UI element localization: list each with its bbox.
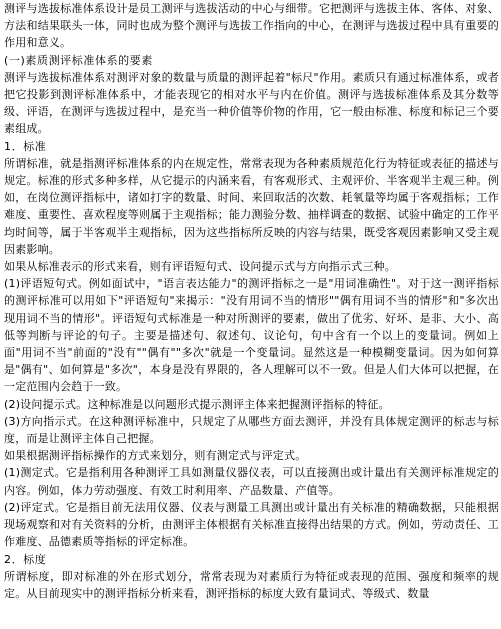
item-evaluation-mode: (2)评定式。它是指目前无法用仪器、仪表与测量工具测出或计量出有关标准的精确数据，只能根据现场观察和对有关资料的分析，由测评主体根据有关标准直接得出结果的方式。例如，劳动责任、工作难度、品德素质等指标的评定标准。 [4, 500, 499, 549]
intro-paragraph: 测评与选拔标准体系设计是员工测评与选拔活动的中心与细带。它把测评与选拔主体、客体、对象、方法和结果联头一体，同时也成为整个测评与选拔工作指向的中心，在测评与选拔过程中具有重要的作用和意义。 [4, 2, 499, 50]
item-comment-phrase: (1)评语短句式。例如面试中，"语言表达能力"的测评指标之一是"用词准确性"。对于这一测评指标的测评标准可以用如下"评语短句"来揭示："没有用词不当的情形""偶有用词不当的情形"和"多次出现用词不当的情形"。评语短句式标准是一种对所测评的要素，做出了优劣、好坏、是非、大小、高低等判断与评论的句子。主要是描述句、叙述句、议论句，句中含有一个以上的变量词。例如上面"用词不当"前面的"没有""偶有""多次"就是一个变量词。显然这是一种模糊变量词。因为如何算是"偶有"、如何算是"多次"，本身是没有界限的，各人理解可以不一致。但是人们大体可以把握，在一定范围内会趋于一致。 [4, 277, 499, 394]
item-measurement-mode: (1)测定式。它是指利用各种测评工具如测量仪器仪表，可以直接测出或计量出有关测评标准规定的内容。例如，体力劳动强度、有效工时利用率、产品数量、产值等。 [4, 466, 499, 497]
subheading-standard: 1．标准 [4, 139, 47, 153]
paragraph-standard-definition: 所谓标准，就是指测评标准体系的内在规定性，常常表现为各种素质规范化行为特征或表征的描述与规定。标准的形式多种多样，从它提示的内涵来看，有客观形式、主观评价、半客观半主观三种。例如，在岗位测评指标中，诸如打字的数量、时间、来回取活的次数、耗氧量等均属于客观指标；工作难度、重要性、喜欢程度等则属于主观指标；能力测验分数、抽样调查的数据、试验中确定的工作平均时间等，属于半客观半主观指标，因为这些指标所反映的内容与结果，既受客观因素影响又受主观因素影响。 [4, 156, 499, 256]
subheading-scale: 2．标度 [4, 552, 47, 566]
item-question-prompt: (2)设问提示式。这种标准是以问题形式提示测评主体来把握测评指标的特征。 [4, 397, 390, 411]
paragraph-standard-forms: 如果从标准表示的形式来看，则有评语短句式、设问提示式与方向指示式三种。 [4, 260, 396, 274]
paragraph-scale-definition: 所谓标度，即对标准的外在形式划分，常常表现为对素质行为特征或表现的范围、强度和频率的规定。从目前现实中的测评指标分析来看，测评指标的标度大致有量词式、等级式、数量 [4, 569, 499, 600]
item-direction-indicator: (3)方向指示式。在这种测评标准中，只规定了从哪些方面去测评，并没有具体规定测评的标志与标度，而是让测评主体自己把握。 [4, 414, 499, 446]
section-heading-elements: (一)素质测评标准体系的要素 [4, 53, 153, 67]
paragraph-operation-modes: 如果根据测评指标操作的方式来划分，则有测定式与评定式。 [4, 449, 307, 463]
paragraph-standard-system: 测评与选拔标准体系对测评对象的数量与质量的测评起着"标尺"作用。素质只有通过标准体系，或者把它投影到测评标准体系中，才能表现它的相对水平与内在价值。测评与选拔标准体系及其分数等级、评语，在测评与选拔过程中，是充当一种价值等价物的作用，它一般由标准、标度和标记三个要素组成。 [4, 70, 499, 136]
